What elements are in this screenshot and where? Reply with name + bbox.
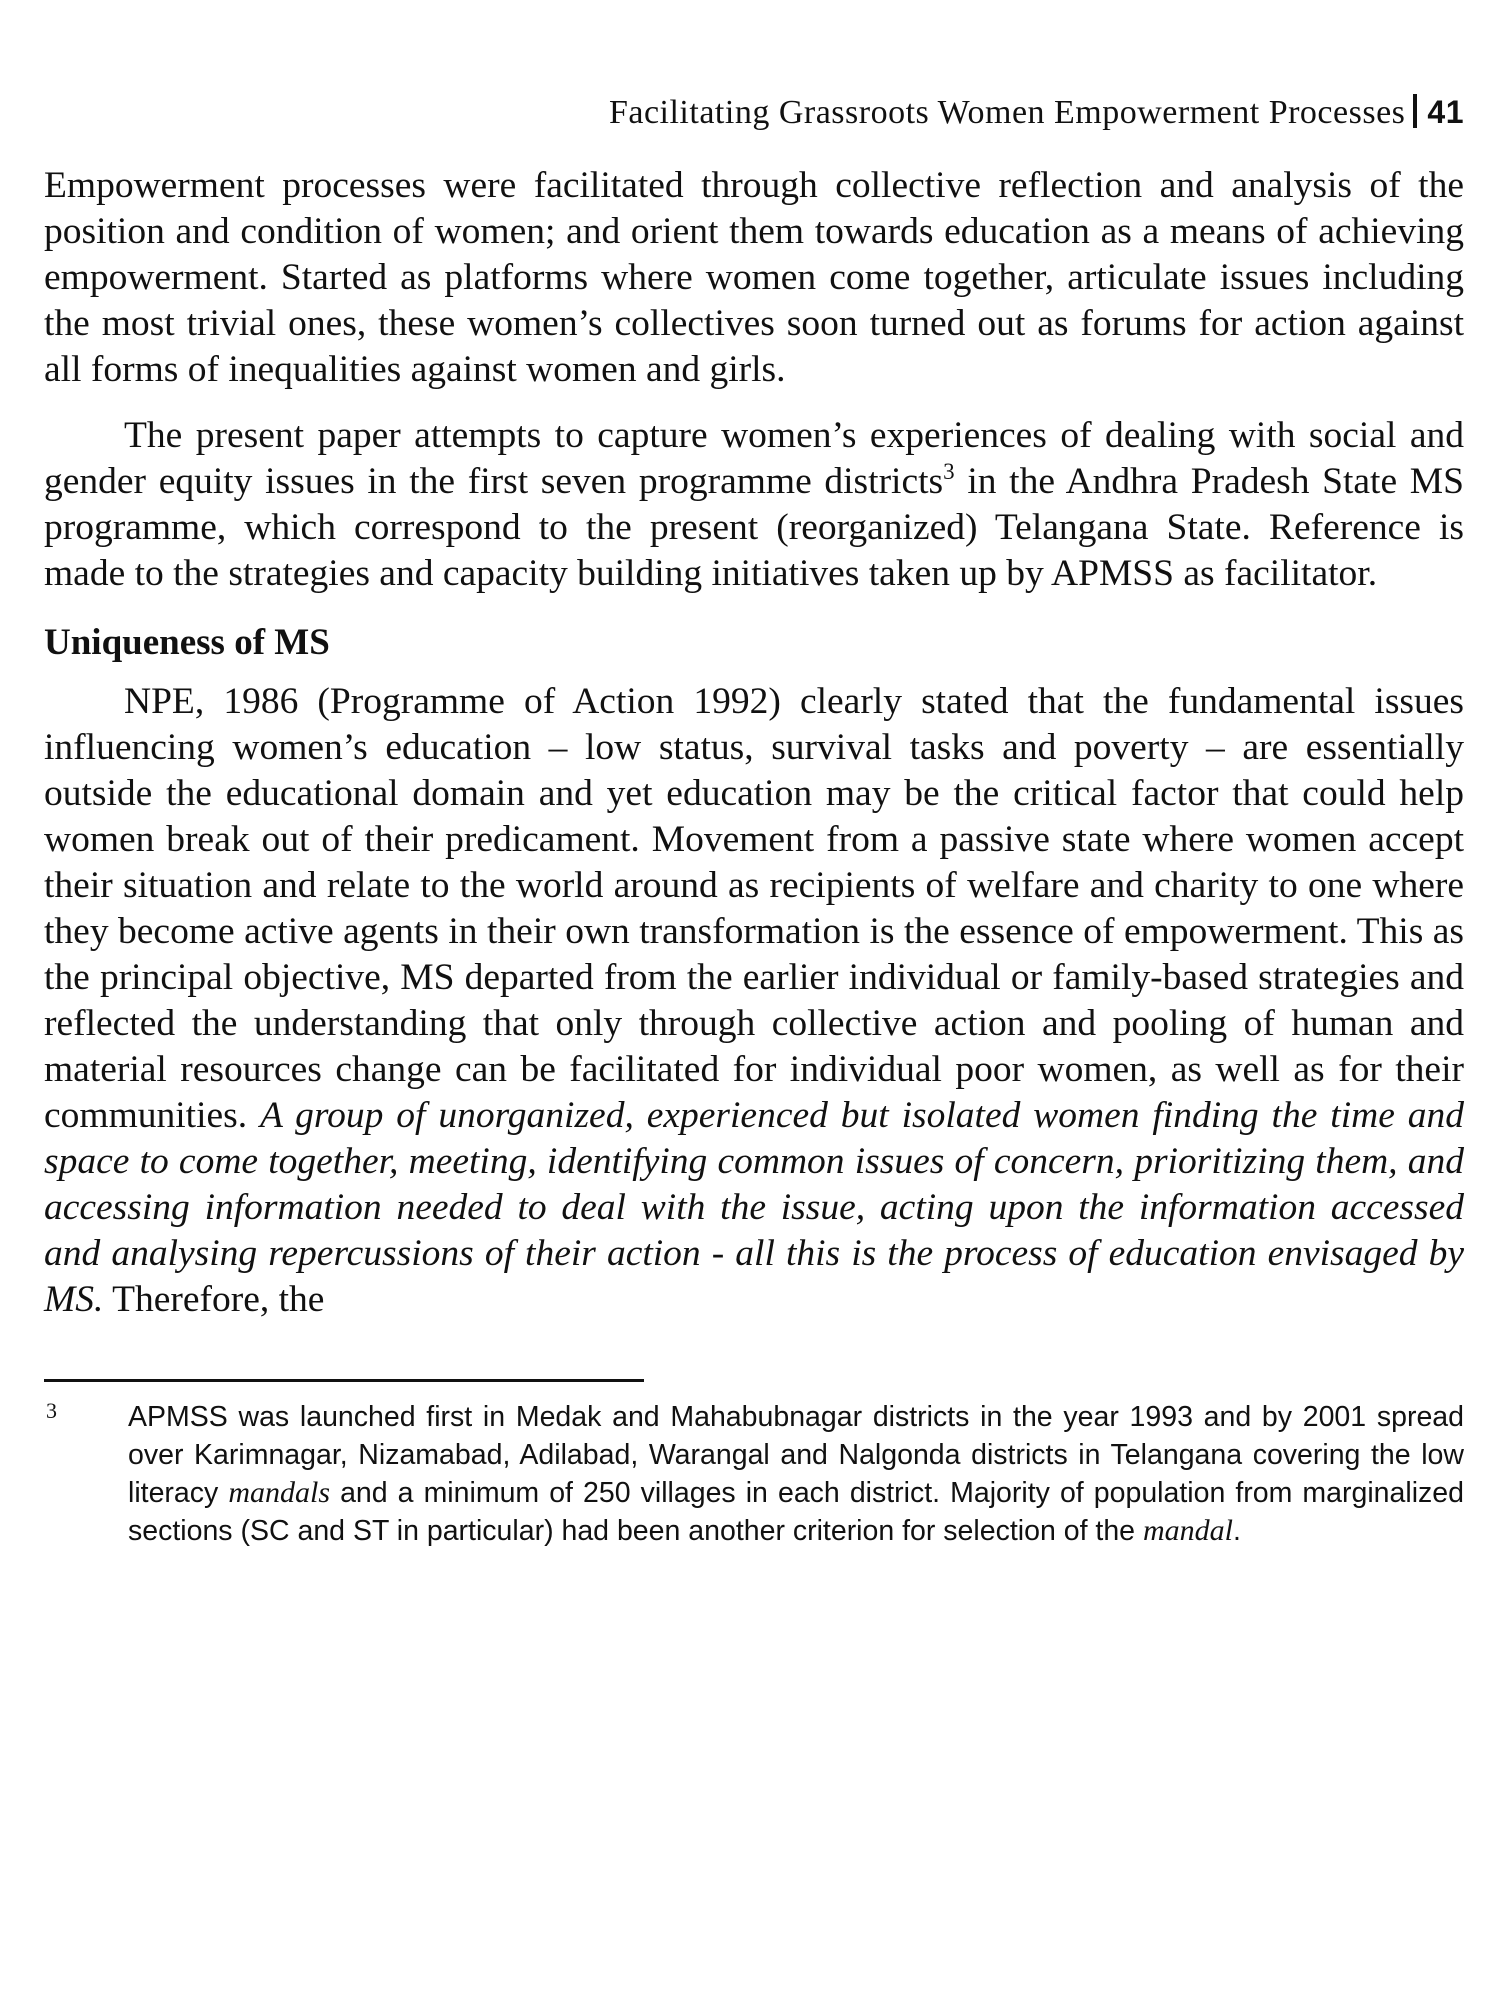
- running-head-divider: [1413, 94, 1417, 128]
- paragraph-npe-text: NPE, 1986 (Programme of Action 1992) clearly stated that the fundamental issues influencing women’s education – low status, survival tasks and poverty – are essentially outside the educational domain and yet education may be the critical factor that could help women break out of their predicament. Movement from a passive state where women accept their situation and relate to the world around as recipients of welfare and charity to one where they become active agents in their own transformation is the essence of empowerment. This as the principal objective, MS departed from the earlier individual or family-based strategies and reflected the understanding that only through collective action and pooling of human and material resources change can be facilitated for individual poor women, as well as for their communities.: [44, 681, 1464, 1136]
- paragraph-npe-tail: Therefore, the: [103, 1279, 325, 1320]
- footnote: [44, 1398, 1464, 1550]
- section-heading: Uniqueness of MS: [44, 622, 330, 663]
- page-number: 41: [1427, 94, 1464, 130]
- paragraph-empowerment-processes: Empowerment processes were facilitated through collective reflection and analysis of the position and condition of women; and orient them towards education as a means of achieving empowerment. Started as platforms where women come together, articulate issues including the most trivial ones, these women’s collectives soon turned out as forums for action against all forms of inequalities against women and girls.: [44, 165, 1464, 390]
- paragraph-present-paper: [44, 413, 1464, 597]
- footnote-italic-mandal: mandal: [1142, 1514, 1233, 1547]
- footnote-reference[interactable]: 3: [943, 459, 955, 484]
- book-page: [44, 92, 1464, 1550]
- paragraph-present-paper-text: The present paper attempts to capture women’s experiences of dealing with social and gender equity issues in the first seven programme districts: [44, 415, 1464, 502]
- paragraph-npe-1986: [44, 679, 1464, 1323]
- footnote-divider: [44, 1379, 644, 1382]
- footnote-marker: 3: [46, 1398, 57, 1423]
- footnote-text-part-3: .: [1232, 1515, 1241, 1547]
- footnote-text-part-1: APMSS was launched first in Medak and Mahabubnagar districts in the year 1993 and by 2001 spread over Karimnagar, Nizamabad, Adilabad, Warangal and Nalgonda districts in Telangana covering the low literacy: [128, 1401, 1464, 1509]
- paragraph-npe-italic-quote: A group of unorganized, experienced but isolated women finding the time and space to come together, meeting, identifying common issues of concern, prioritizing them, and accessing information needed to deal with the issue, acting upon the information accessed and analysing repercussions of their action - all this is the process of education envisaged by MS.: [44, 1095, 1464, 1320]
- running-head: [44, 92, 1464, 133]
- paragraph-present-paper-continuation: in the Andhra Pradesh State MS programme, which correspond to the present (reorganized) Telangana State. Reference is made to the strategies and capacity building initiatives taken up by APMSS as facilitator.: [44, 461, 1464, 594]
- running-head-title: Facilitating Grassroots Women Empowerment Processes: [608, 94, 1406, 131]
- footnote-text-part-2: and a minimum of 250 villages in each district. Majority of population from marginalized sections (SC and ST in particular) had been another criterion for selection of the: [128, 1477, 1464, 1547]
- footnote-italic-mandals: mandals: [228, 1476, 331, 1509]
